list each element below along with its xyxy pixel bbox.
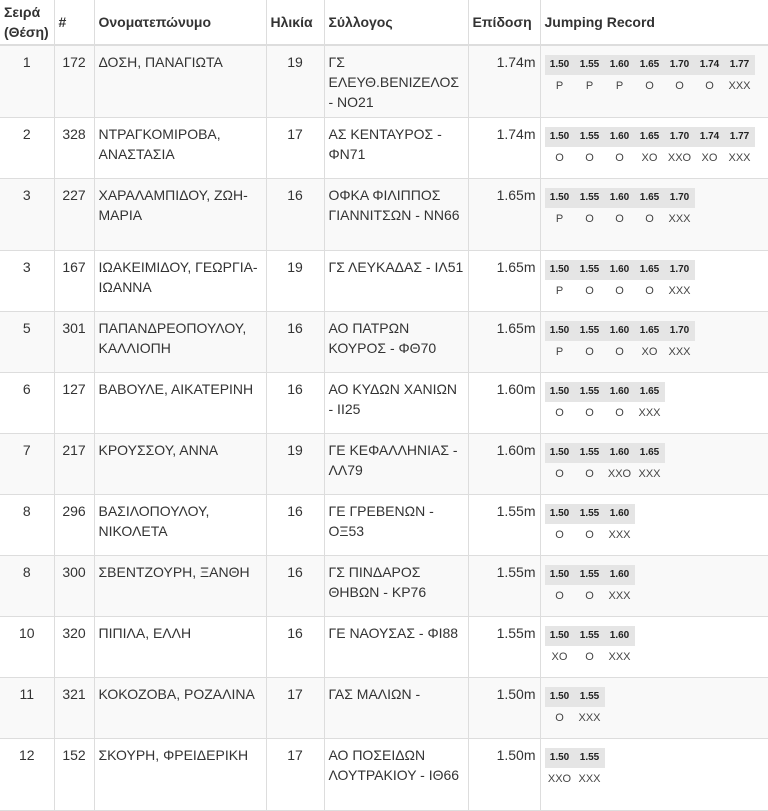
attempt-mark: P: [575, 77, 605, 95]
attempt-height: 1.50: [545, 443, 575, 463]
athlete-name-cell: ΒΑΒΟΥΛΕ, ΑΙΚΑΤΕΡΙΝΗ: [94, 372, 266, 433]
age-cell: 19: [266, 250, 324, 311]
attempt-height: 1.70: [665, 321, 695, 341]
athlete-name-cell: ΠΙΠΙΛΑ, ΕΛΛΗ: [94, 616, 266, 677]
rank-cell: 11: [0, 677, 54, 738]
attempt-mark: O: [605, 149, 635, 167]
jumping-record-header: Jumping Record: [540, 0, 768, 45]
attempt-mark: XXX: [605, 648, 635, 666]
attempt-height: 1.55: [575, 626, 605, 646]
bib-number-cell: 300: [54, 555, 94, 616]
attempt-height: 1.65: [635, 127, 665, 147]
athlete-name-cell: ΠΑΠΑΝΔΡΕΟΠΟΥΛΟΥ, ΚΑΛΛΙΟΠΗ: [94, 311, 266, 372]
result-cell: 1.60m: [468, 433, 540, 494]
attempt-mark: O: [575, 210, 605, 228]
table-row: [0, 117, 768, 178]
athlete-name-cell: ΣΚΟΥΡΗ, ΦΡΕΙΔΕΡΙΚΗ: [94, 738, 266, 810]
bib-number-cell: 217: [54, 433, 94, 494]
attempt-mark: O: [545, 526, 575, 544]
attempt-mark: O: [605, 282, 635, 300]
attempt-mark: XXX: [605, 526, 635, 544]
attempt-mark: O: [575, 526, 605, 544]
table-row: [0, 494, 768, 555]
table-row: [0, 250, 768, 311]
attempt-height: 1.55: [575, 382, 605, 402]
jumping-record-cell: [540, 372, 768, 433]
attempt-height: 1.60: [605, 321, 635, 341]
bib-number-cell: 296: [54, 494, 94, 555]
jumping-record-cell: [540, 250, 768, 311]
bib-number-cell: 172: [54, 45, 94, 117]
result-cell: 1.55m: [468, 555, 540, 616]
attempt-mark: XXX: [575, 770, 605, 788]
bib-number-cell: 301: [54, 311, 94, 372]
rank-cell: 8: [0, 555, 54, 616]
club-cell: ΓΑΣ ΜΑΛΙΩΝ -: [324, 677, 468, 738]
table-row: [0, 45, 768, 117]
attempt-mark: O: [605, 210, 635, 228]
age-cell: 17: [266, 738, 324, 810]
attempt-mark: XO: [635, 149, 665, 167]
result-cell: 1.55m: [468, 494, 540, 555]
attempt-heights: [545, 626, 635, 646]
attempt-mark: O: [635, 77, 665, 95]
attempt-marks: [545, 770, 768, 788]
club-cell: ΓΕ ΚΕΦΑΛΛΗΝΙΑΣ - ΛΛ79: [324, 433, 468, 494]
attempt-mark: O: [545, 709, 575, 727]
attempt-height: 1.55: [575, 260, 605, 280]
attempt-mark: O: [545, 404, 575, 422]
age-header[interactable]: Ηλικία: [266, 0, 324, 45]
attempt-height: 1.60: [605, 382, 635, 402]
attempt-height: 1.50: [545, 321, 575, 341]
attempt-mark: XXX: [575, 709, 605, 727]
rank-cell: 3: [0, 250, 54, 311]
attempt-height: 1.77: [725, 127, 755, 147]
attempt-height: 1.60: [605, 565, 635, 585]
age-cell: 16: [266, 616, 324, 677]
attempt-heights: [545, 687, 605, 707]
attempt-marks: [545, 526, 768, 544]
result-cell: 1.55m: [468, 616, 540, 677]
table-row: [0, 372, 768, 433]
table-row: [0, 677, 768, 738]
table-row: [0, 738, 768, 810]
club-cell: ΓΕ ΓΡΕΒΕΝΩΝ - ΟΞ53: [324, 494, 468, 555]
athlete-name-cell: ΧΑΡΑΛΑΜΠΙΔΟΥ, ΖΩΗ-ΜΑΡΙΑ: [94, 178, 266, 250]
attempt-mark: XXO: [665, 149, 695, 167]
attempt-mark: O: [575, 648, 605, 666]
attempt-height: 1.50: [545, 382, 575, 402]
attempt-mark: O: [575, 465, 605, 483]
attempt-mark: XXX: [665, 282, 695, 300]
attempt-mark: XXX: [665, 343, 695, 361]
attempt-height: 1.50: [545, 626, 575, 646]
attempt-height: 1.50: [545, 687, 575, 707]
attempt-mark: XXO: [545, 770, 575, 788]
attempt-mark: XXX: [665, 210, 695, 228]
age-cell: 16: [266, 311, 324, 372]
attempt-marks: [545, 465, 768, 483]
attempt-height: 1.77: [725, 55, 755, 75]
attempt-height: 1.50: [545, 748, 575, 768]
club-cell: ΑΟ ΠΑΤΡΩΝ ΚΟΥΡΟΣ - ΦΘ70: [324, 311, 468, 372]
attempt-height: 1.60: [605, 127, 635, 147]
jumping-record-cell: [540, 117, 768, 178]
age-cell: 16: [266, 178, 324, 250]
rank-cell: 2: [0, 117, 54, 178]
attempt-height: 1.60: [605, 504, 635, 524]
jumping-record-cell: [540, 311, 768, 372]
attempt-mark: O: [575, 587, 605, 605]
bib-number-cell: 321: [54, 677, 94, 738]
attempt-mark: XO: [635, 343, 665, 361]
attempt-mark: XXX: [635, 404, 665, 422]
attempt-height: 1.65: [635, 55, 665, 75]
attempt-mark: XXX: [725, 149, 755, 167]
attempt-height: 1.65: [635, 443, 665, 463]
table-row: [0, 433, 768, 494]
attempt-heights: [545, 127, 755, 147]
attempt-mark: P: [545, 282, 575, 300]
attempt-heights: [545, 188, 695, 208]
attempt-height: 1.50: [545, 504, 575, 524]
age-cell: 16: [266, 372, 324, 433]
attempt-mark: O: [605, 343, 635, 361]
attempt-height: 1.55: [575, 687, 605, 707]
attempt-mark: O: [545, 149, 575, 167]
attempt-marks: [545, 709, 768, 727]
attempt-height: 1.50: [545, 565, 575, 585]
attempt-mark: O: [545, 587, 575, 605]
attempt-mark: O: [635, 210, 665, 228]
header-row: [0, 0, 768, 45]
attempt-mark: O: [575, 404, 605, 422]
attempt-mark: P: [545, 77, 575, 95]
attempt-mark: O: [635, 282, 665, 300]
club-cell: ΓΣ ΠΙΝΔΑΡΟΣ ΘΗΒΩΝ - ΚΡ76: [324, 555, 468, 616]
table-row: [0, 178, 768, 250]
attempt-mark: P: [545, 343, 575, 361]
attempt-heights: [545, 321, 695, 341]
athlete-name-cell: ΔΟΣΗ, ΠΑΝΑΓΙΩΤΑ: [94, 45, 266, 117]
attempt-height: 1.74: [695, 55, 725, 75]
bib-number-cell: 127: [54, 372, 94, 433]
club-cell: ΓΣ ΕΛΕΥΘ.ΒΕΝΙΖΕΛΟΣ - ΝΟ21: [324, 45, 468, 117]
result-cell: 1.60m: [468, 372, 540, 433]
table-row: [0, 616, 768, 677]
age-cell: 16: [266, 555, 324, 616]
attempt-mark: P: [545, 210, 575, 228]
attempt-height: 1.65: [635, 260, 665, 280]
rank-cell: 6: [0, 372, 54, 433]
attempt-height: 1.55: [575, 321, 605, 341]
bib-number-cell: 167: [54, 250, 94, 311]
club-cell: ΓΕ ΝΑΟΥΣΑΣ - ΦΙ88: [324, 616, 468, 677]
attempt-marks: [545, 343, 768, 361]
club-cell: ΑΟ ΠΟΣΕΙΔΩΝ ΛΟΥΤΡΑΚΙΟΥ - ΙΘ66: [324, 738, 468, 810]
rank-header[interactable]: Σειρά (Θέση): [0, 0, 54, 45]
attempt-mark: O: [575, 343, 605, 361]
bib-number-cell: 328: [54, 117, 94, 178]
attempt-heights: [545, 565, 635, 585]
attempt-height: 1.65: [635, 321, 665, 341]
rank-cell: 12: [0, 738, 54, 810]
attempt-heights: [545, 748, 605, 768]
athlete-name-cell: ΣΒΕΝΤΖΟΥΡΗ, ΞΑΝΘΗ: [94, 555, 266, 616]
rank-cell: 5: [0, 311, 54, 372]
club-cell: ΓΣ ΛΕΥΚΑΔΑΣ - ΙΛ51: [324, 250, 468, 311]
rank-cell: 1: [0, 45, 54, 117]
attempt-mark: O: [695, 77, 725, 95]
attempt-height: 1.70: [665, 55, 695, 75]
result-header[interactable]: Επίδοση: [468, 0, 540, 45]
athlete-name-cell: ΒΑΣΙΛΟΠΟΥΛΟΥ, ΝΙΚΟΛΕΤΑ: [94, 494, 266, 555]
result-cell: 1.65m: [468, 178, 540, 250]
attempt-marks: [545, 404, 768, 422]
attempt-mark: XO: [695, 149, 725, 167]
attempt-marks: [545, 648, 768, 666]
age-cell: 16: [266, 494, 324, 555]
jumping-record-cell: [540, 616, 768, 677]
attempt-height: 1.74: [695, 127, 725, 147]
jumping-record-cell: [540, 494, 768, 555]
attempt-mark: O: [545, 465, 575, 483]
attempt-mark: O: [575, 282, 605, 300]
attempt-mark: XXX: [635, 465, 665, 483]
attempt-height: 1.50: [545, 127, 575, 147]
attempt-height: 1.55: [575, 504, 605, 524]
attempt-height: 1.50: [545, 55, 575, 75]
athlete-name-cell: ΝΤΡΑΓΚΟΜΙΡΟΒΑ, ΑΝΑΣΤΑΣΙΑ: [94, 117, 266, 178]
attempt-marks: [545, 77, 768, 95]
attempt-height: 1.60: [605, 626, 635, 646]
bib-number-header[interactable]: #: [54, 0, 94, 45]
attempt-heights: [545, 260, 695, 280]
age-cell: 19: [266, 45, 324, 117]
attempt-mark: XXX: [605, 587, 635, 605]
attempt-heights: [545, 382, 665, 402]
attempt-height: 1.60: [605, 443, 635, 463]
bib-number-cell: 227: [54, 178, 94, 250]
attempt-mark: O: [575, 149, 605, 167]
attempt-height: 1.55: [575, 55, 605, 75]
rank-cell: 8: [0, 494, 54, 555]
attempt-marks: [545, 210, 768, 228]
athlete-name-cell: ΙΩΑΚΕΙΜΙΔΟΥ, ΓΕΩΡΓΙΑ-ΙΩΑΝΝΑ: [94, 250, 266, 311]
attempt-height: 1.60: [605, 55, 635, 75]
jumping-record-cell: [540, 178, 768, 250]
club-cell: ΑΟ ΚΥΔΩΝ ΧΑΝΙΩΝ - ΙΙ25: [324, 372, 468, 433]
attempt-height: 1.50: [545, 188, 575, 208]
attempt-height: 1.55: [575, 565, 605, 585]
attempt-height: 1.55: [575, 127, 605, 147]
club-cell: ΟΦΚΑ ΦΙΛΙΠΠΟΣ ΓΙΑΝΝΙΤΣΩΝ - ΝΝ66: [324, 178, 468, 250]
table-row: [0, 555, 768, 616]
result-cell: 1.65m: [468, 311, 540, 372]
club-cell: ΑΣ ΚΕΝΤΑΥΡΟΣ - ΦΝ71: [324, 117, 468, 178]
attempt-mark: XXO: [605, 465, 635, 483]
jumping-record-cell: [540, 555, 768, 616]
club-header[interactable]: Σύλλογος: [324, 0, 468, 45]
attempt-height: 1.65: [635, 382, 665, 402]
attempt-height: 1.70: [665, 127, 695, 147]
athlete-name-cell: ΚΡΟΥΣΣΟΥ, ΑΝΝΑ: [94, 433, 266, 494]
attempt-marks: [545, 149, 768, 167]
age-cell: 17: [266, 677, 324, 738]
attempt-height: 1.60: [605, 188, 635, 208]
attempt-height: 1.70: [665, 260, 695, 280]
rank-cell: 3: [0, 178, 54, 250]
age-cell: 19: [266, 433, 324, 494]
attempt-height: 1.65: [635, 188, 665, 208]
result-cell: 1.65m: [468, 250, 540, 311]
attempt-mark: XXX: [725, 77, 755, 95]
attempt-mark: O: [665, 77, 695, 95]
attempt-height: 1.50: [545, 260, 575, 280]
bib-number-cell: 152: [54, 738, 94, 810]
attempt-mark: XO: [545, 648, 575, 666]
rank-cell: 7: [0, 433, 54, 494]
attempt-marks: [545, 587, 768, 605]
attempt-heights: [545, 504, 635, 524]
attempt-mark: P: [605, 77, 635, 95]
results-body: [0, 45, 768, 810]
table-row: [0, 311, 768, 372]
attempt-mark: O: [605, 404, 635, 422]
jumping-record-cell: [540, 677, 768, 738]
bib-number-cell: 320: [54, 616, 94, 677]
jumping-record-cell: [540, 433, 768, 494]
attempt-heights: [545, 443, 665, 463]
result-cell: 1.50m: [468, 677, 540, 738]
rank-cell: 10: [0, 616, 54, 677]
age-cell: 17: [266, 117, 324, 178]
athlete-name-cell: ΚΟΚΟΖΟΒΑ, ΡΟΖΑΛΙΝΑ: [94, 677, 266, 738]
attempt-height: 1.55: [575, 443, 605, 463]
jumping-record-cell: [540, 45, 768, 117]
attempt-marks: [545, 282, 768, 300]
attempt-height: 1.55: [575, 188, 605, 208]
attempt-height: 1.60: [605, 260, 635, 280]
jumping-record-cell: [540, 738, 768, 810]
attempt-heights: [545, 55, 755, 75]
result-cell: 1.50m: [468, 738, 540, 810]
attempt-height: 1.55: [575, 748, 605, 768]
result-cell: 1.74m: [468, 45, 540, 117]
result-cell: 1.74m: [468, 117, 540, 178]
attempt-height: 1.70: [665, 188, 695, 208]
name-header[interactable]: Ονοματεπώνυμο: [94, 0, 266, 45]
